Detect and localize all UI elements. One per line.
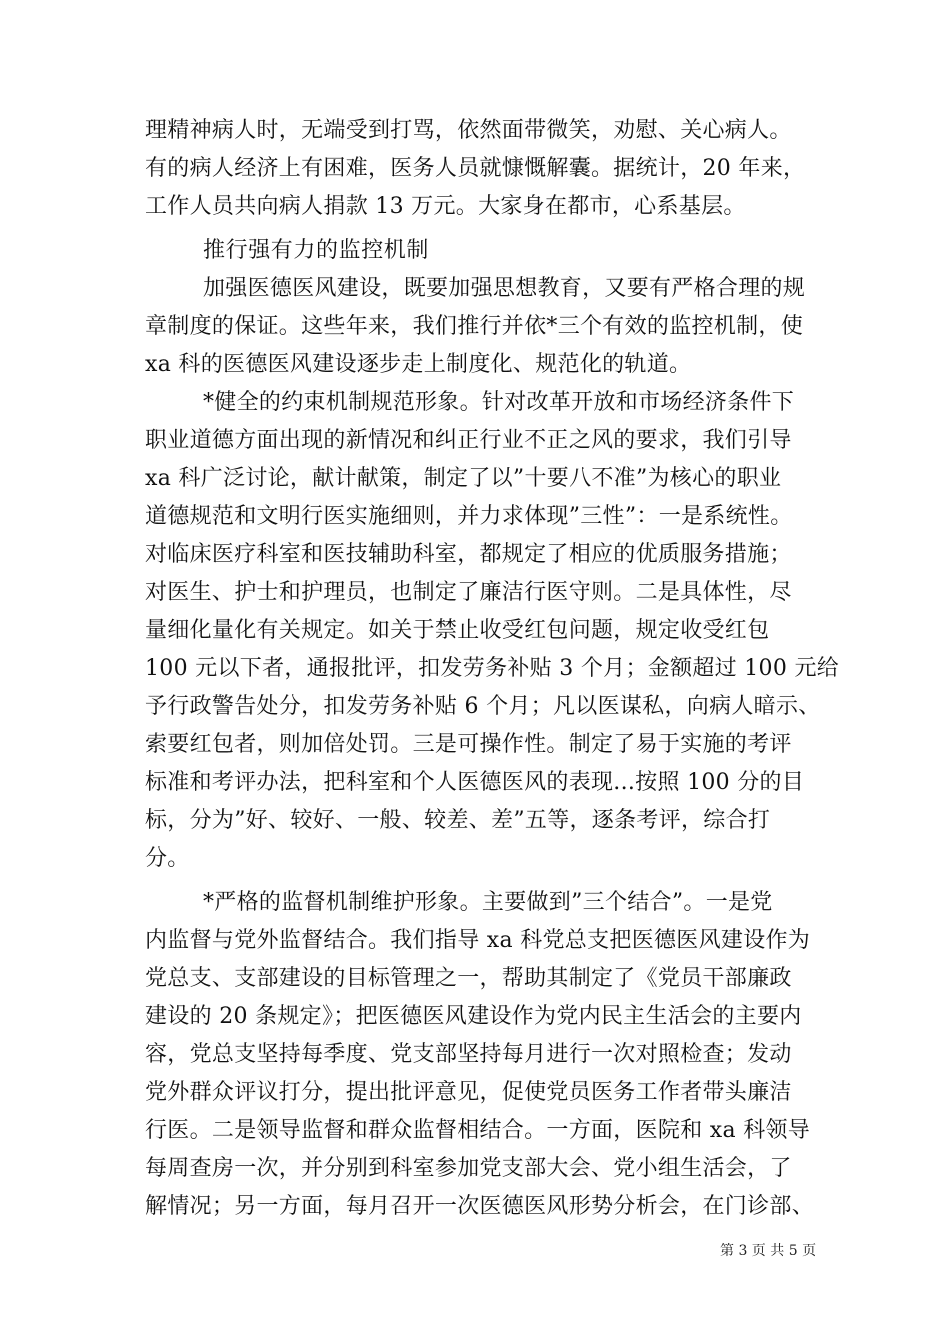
- text-line: 工作人员共向病人捐款 13 万元。大家身在都市，心系基层。: [145, 194, 746, 219]
- text-line: 予行政警告处分，扣发劳务补贴 6 个月；凡以医谋私，向病人暗示、: [145, 694, 821, 719]
- text-line: 每周查房一次，并分别到科室参加党支部大会、党小组生活会，了: [145, 1156, 792, 1181]
- text-line: 分。: [145, 846, 190, 871]
- text-line: 对临床医疗科室和医技辅助科室，都规定了相应的优质服务措施；: [145, 542, 792, 567]
- text-line: *严格的监督机制维护形象。主要做到”三个结合”。一是党: [203, 890, 773, 915]
- text-line: 标准和考评办法，把科室和个人医德医风的表现...按照 100 分的目: [145, 770, 805, 795]
- text-line: 理精神病人时，无端受到打骂，依然面带微笑，劝慰、关心病人。: [145, 118, 792, 143]
- text-line: 有的病人经济上有困难，医务人员就慷慨解囊。据统计，20 年来，: [145, 156, 806, 181]
- section-heading: 推行强有力的监控机制: [203, 238, 430, 263]
- text-line: 道德规范和文明行医实施细则，并力求体现”三性”：一是系统性。: [145, 504, 793, 529]
- text-line: 内监督与党外监督结合。我们指导 xa 科党总支把医德医风建设作为: [145, 928, 811, 953]
- text-line: *健全的约束机制规范形象。针对改革开放和市场经济条件下: [203, 390, 795, 415]
- text-line: 量细化量化有关规定。如关于禁止收受红包问题，规定收受红包: [145, 618, 770, 643]
- text-line: 容，党总支坚持每季度、党支部坚持每月进行一次对照检查；发动: [145, 1042, 792, 1067]
- text-line: xa 科的医德医风建设逐步走上制度化、规范化的轨道。: [145, 352, 692, 377]
- document-body: [145, 112, 840, 1226]
- text-line: 标，分为”好、较好、一般、较差、差”五等，逐条考评，综合打: [145, 808, 771, 833]
- text-line: 党外群众评议打分，提出批评意见，促使党员医务工作者带头廉洁: [145, 1080, 792, 1105]
- text-line: 加强医德医风建设，既要加强思想教育，又要有严格合理的规: [203, 276, 806, 301]
- text-line: 行医。二是领导监督和群众监督相结合。一方面，医院和 xa 科领导: [145, 1118, 811, 1143]
- text-line: 建设的 20 条规定》；把医德医风建设作为党内民主生活会的主要内: [145, 1004, 802, 1029]
- text-line: 职业道德方面出现的新情况和纠正行业不正之风的要求，我们引导: [145, 428, 792, 453]
- text-line: 解情况；另一方面，每月召开一次医德医风形势分析会，在门诊部、: [145, 1194, 815, 1219]
- page-number: 第 3 页 共 5 页: [720, 1243, 817, 1259]
- text-line: 100 元以下者，通报批评，扣发劳务补贴 3 个月；金额超过 100 元给: [145, 656, 840, 681]
- text-line: 对医生、护士和护理员，也制定了廉洁行医守则。二是具体性，尽: [145, 580, 792, 605]
- text-line: 索要红包者，则加倍处罚。三是可操作性。制定了易于实施的考评: [145, 732, 792, 757]
- text-line: xa 科广泛讨论，献计献策，制定了以”十要八不准”为核心的职业: [145, 466, 782, 491]
- text-line: 章制度的保证。这些年来，我们推行并依*三个有效的监控机制，使: [145, 314, 804, 339]
- text-line: 党总支、支部建设的目标管理之一，帮助其制定了《党员干部廉政: [145, 966, 792, 991]
